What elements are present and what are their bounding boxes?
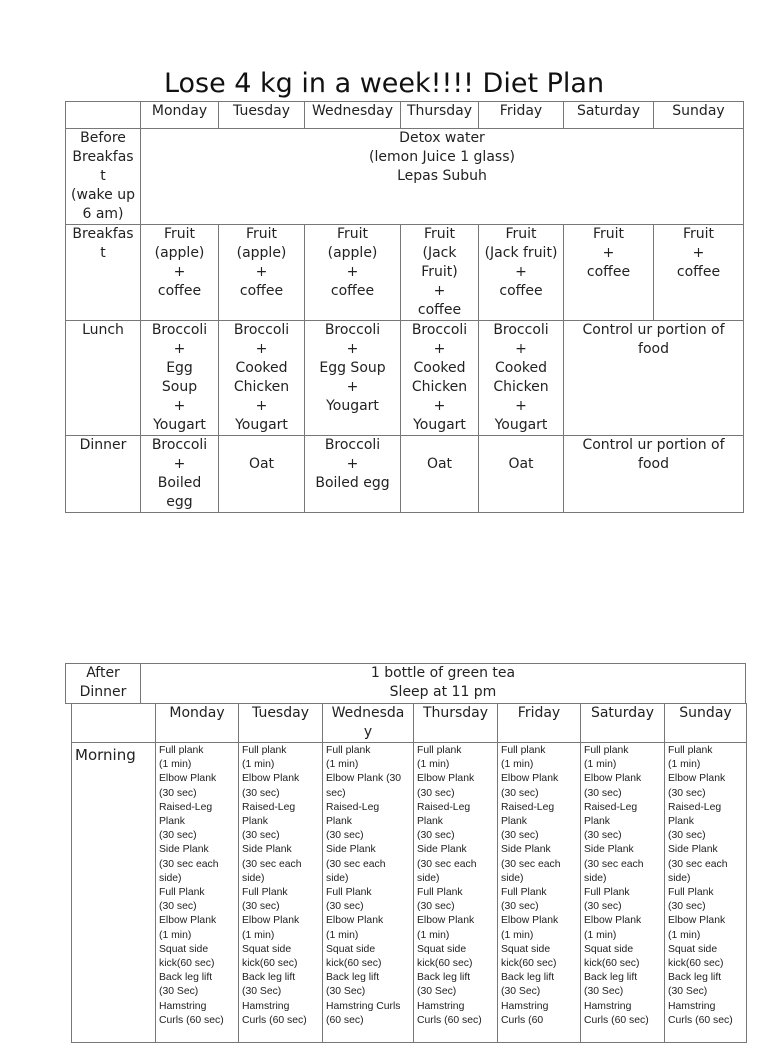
detox-cell: Detox water (lemon Juice 1 glass) Lepas Subuh bbox=[141, 129, 744, 225]
day-header: Monday bbox=[141, 102, 219, 129]
diet-plan-table bbox=[65, 101, 744, 513]
after-dinner-cell: 1 bottle of green tea Sleep at 11 pm bbox=[141, 664, 746, 704]
meal-cell: Fruit (apple) + coffee bbox=[219, 225, 305, 321]
exercise-table bbox=[71, 703, 747, 1043]
meal-cell: Oat bbox=[479, 436, 564, 513]
corner-cell bbox=[72, 704, 156, 743]
day-header: Thursday bbox=[414, 704, 498, 743]
meal-cell: Broccoli + Cooked Chicken + Yougart bbox=[401, 321, 479, 436]
row-label: Before Breakfas t (wake up 6 am) bbox=[66, 129, 141, 225]
day-header: Monday bbox=[156, 704, 239, 743]
day-header: Tuesday bbox=[219, 102, 305, 129]
meal-cell: Fruit + coffee bbox=[564, 225, 654, 321]
day-header: Thursday bbox=[401, 102, 479, 129]
day-header: Wednesda y bbox=[323, 704, 414, 743]
day-header: Sunday bbox=[665, 704, 747, 743]
meal-cell: Oat bbox=[219, 436, 305, 513]
before-breakfast-row bbox=[66, 129, 744, 225]
meal-cell: Fruit (apple) + coffee bbox=[141, 225, 219, 321]
day-header: Friday bbox=[498, 704, 581, 743]
day-header-row bbox=[66, 102, 744, 129]
corner-cell bbox=[66, 102, 141, 129]
day-header: Friday bbox=[479, 102, 564, 129]
meal-cell: Fruit + coffee bbox=[654, 225, 744, 321]
after-dinner-row bbox=[66, 664, 746, 704]
day-header: Saturday bbox=[581, 704, 665, 743]
after-dinner-table bbox=[65, 663, 746, 704]
page-title: Lose 4 kg in a week!!!! Diet Plan bbox=[163, 68, 605, 99]
meal-cell: Broccoli + Cooked Chicken + Yougart bbox=[219, 321, 305, 436]
row-label: Breakfas t bbox=[66, 225, 141, 321]
meal-cell: Broccoli + Boiled egg bbox=[305, 436, 401, 513]
meal-cell: Broccoli + Egg Soup + Yougart bbox=[305, 321, 401, 436]
exercise-cell: Full plank (1 min) Elbow Plank (30 sec) Raised-Leg Plank (30 sec) Side Plank (30 sec each side) Full Plank (30 sec) Elbow Plank (1 min) Squat side kick(60 sec) Back leg lift (30 Sec) Hamstring Curls (60 sec) bbox=[323, 743, 414, 1043]
exercise-cell: Full plank (1 min) Elbow Plank (30 sec) Raised-Leg Plank (30 sec) Side Plank (30 sec each side) Full Plank (30 sec) Elbow Plank (1 min) Squat side kick(60 sec) Back leg lift (30 Sec) Hamstring Curls (60 sec) bbox=[665, 743, 747, 1043]
row-label: Morning bbox=[72, 743, 156, 1043]
meal-cell: Fruit (Jack Fruit) + coffee bbox=[401, 225, 479, 321]
row-label: Lunch bbox=[66, 321, 141, 436]
meal-cell: Broccoli + Boiled egg bbox=[141, 436, 219, 513]
exercise-cell: Full plank (1 min) Elbow Plank (30 sec) Raised-Leg Plank (30 sec) Side Plank (30 sec each side) Full Plank (30 sec) Elbow Plank (1 min) Squat side kick(60 sec) Back leg lift (30 Sec) Hamstring Curls (60 bbox=[498, 743, 581, 1043]
meal-cell: Fruit (apple) + coffee bbox=[305, 225, 401, 321]
row-label: Dinner bbox=[66, 436, 141, 513]
day-header: Wednesday bbox=[305, 102, 401, 129]
lunch-row bbox=[66, 321, 744, 436]
meal-cell: Broccoli + Cooked Chicken + Yougart bbox=[479, 321, 564, 436]
exercise-cell: Full plank (1 min) Elbow Plank (30 sec) Raised-Leg Plank (30 sec) Side Plank (30 sec each side) Full Plank (30 sec) Elbow Plank (1 min) Squat side kick(60 sec) Back leg lift (30 Sec) Hamstring Curls (60 sec) bbox=[239, 743, 323, 1043]
exercise-cell: Full plank (1 min) Elbow Plank (30 sec) Raised-Leg Plank (30 sec) Side Plank (30 sec each side) Full Plank (30 sec) Elbow Plank (1 min) Squat side kick(60 sec) Back leg lift (30 Sec) Hamstring Curls (60 sec) bbox=[414, 743, 498, 1043]
row-label: After Dinner bbox=[66, 664, 141, 704]
morning-row bbox=[72, 743, 747, 1043]
breakfast-row bbox=[66, 225, 744, 321]
day-header: Tuesday bbox=[239, 704, 323, 743]
weekend-lunch-cell: Control ur portion of food bbox=[564, 321, 744, 436]
exercise-day-header-row bbox=[72, 704, 747, 743]
meal-cell: Broccoli + Egg Soup + Yougart bbox=[141, 321, 219, 436]
meal-cell: Oat bbox=[401, 436, 479, 513]
dinner-row bbox=[66, 436, 744, 513]
day-header: Sunday bbox=[654, 102, 744, 129]
weekend-dinner-cell: Control ur portion of food bbox=[564, 436, 744, 513]
day-header: Saturday bbox=[564, 102, 654, 129]
exercise-cell: Full plank (1 min) Elbow Plank (30 sec) Raised-Leg Plank (30 sec) Side Plank (30 sec each side) Full Plank (30 sec) Elbow Plank (1 min) Squat side kick(60 sec) Back leg lift (30 Sec) Hamstring Curls (60 sec) bbox=[581, 743, 665, 1043]
exercise-cell: Full plank (1 min) Elbow Plank (30 sec) Raised-Leg Plank (30 sec) Side Plank (30 sec each side) Full Plank (30 sec) Elbow Plank (1 min) Squat side kick(60 sec) Back leg lift (30 Sec) Hamstring Curls (60 sec) bbox=[156, 743, 239, 1043]
meal-cell: Fruit (Jack fruit) + coffee bbox=[479, 225, 564, 321]
